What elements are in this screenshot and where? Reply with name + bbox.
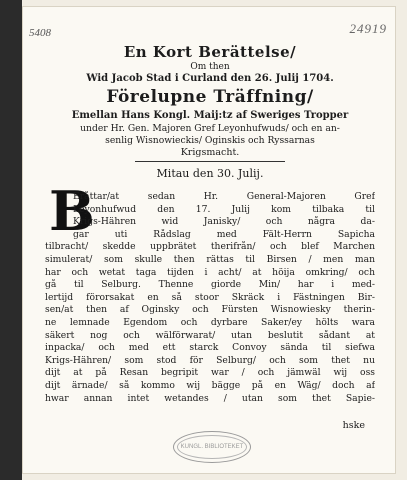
body-line: gar uti Rådslag med Fält-Herrn Sapicha xyxy=(73,228,375,240)
body-line: ne lemnade Egendom och dyrbare Saker/ey hölts wara xyxy=(45,317,375,328)
body-line: dijt ärnade/ så kommo wij bägge på en Wäg/ doch af xyxy=(45,380,375,391)
margin-note-right: 24919 xyxy=(349,21,387,36)
heading-line-4: Krigsmacht. xyxy=(180,147,240,158)
library-stamp xyxy=(173,431,251,463)
body-line: simulerat/ som skulle then rättas til Birsen / men man xyxy=(45,254,375,265)
body-line: dijt at på Resan begripit war / och jämwäl wij oss xyxy=(45,367,375,379)
subtitle-line-1: Om then xyxy=(190,62,230,72)
catchword: hske xyxy=(342,420,365,431)
body-line: Krigs-Hähren/ som stod för Selburg/ och som thet nu xyxy=(45,354,375,366)
document-page xyxy=(22,6,396,474)
body-line: säkert nog och wälförwarat/ utan beslutit sådant at xyxy=(45,329,375,341)
dateline: Mitau den 30. Julij. xyxy=(156,167,264,180)
scan-border xyxy=(0,0,22,480)
body-line: hwar annan intet wetandes / utan som thet Sapie- xyxy=(45,392,375,404)
body-line: har och wetat taga tijden i acht/ at höija omkring/ och xyxy=(45,266,375,278)
heading-line-3: senlig Wisnowieckis/ Oginskis och Ryssarnas xyxy=(105,135,315,146)
heading-line-2: under Hr. Gen. Majoren Gref Leyonhufwuds/ och en an- xyxy=(80,123,340,134)
body-line: tilbracht/ skedde uppbrätet therifrån/ och blef Marchen xyxy=(45,241,375,253)
divider-rule xyxy=(135,161,285,162)
body-line: lertijd förorsakat en så stoor Skräck i Fästningen Bir- xyxy=(45,291,375,303)
subtitle-line-2: Wid Jacob Stad i Curland den 26. Julij 1704. xyxy=(86,73,334,84)
margin-note-left: 5408 xyxy=(29,27,51,39)
body-line: Krigs-Hähren wid Janisky/ och några da- xyxy=(73,216,375,228)
drop-cap-initial: B xyxy=(49,179,95,243)
stamp-inner-ring xyxy=(177,435,247,459)
stamp-text: KUNGL. BIBLIOTEKET xyxy=(180,443,244,450)
main-heading: Förelupne Träffning/ xyxy=(106,87,314,107)
body-line: inpacka/ och med ett starck Convoy sända til siefwa xyxy=(45,342,375,354)
document-title: En Kort Berättelse/ xyxy=(123,43,297,61)
body-line: Leyonhufwud den 17. Julij kom tilbaka til xyxy=(73,203,375,215)
body-line: gå til Selburg. Thenne giorde Min/ har i med- xyxy=(45,279,375,291)
heading-line-1: Emellan Hans Kongl. Maij:tz af Sweriges Tropper xyxy=(71,110,349,121)
body-line: Eråttar/at sedan Hr. General-Majoren Gref xyxy=(73,191,375,202)
body-line: sen/at then af Oginsky och Fürsten Wisnowiesky therin- xyxy=(45,304,375,316)
